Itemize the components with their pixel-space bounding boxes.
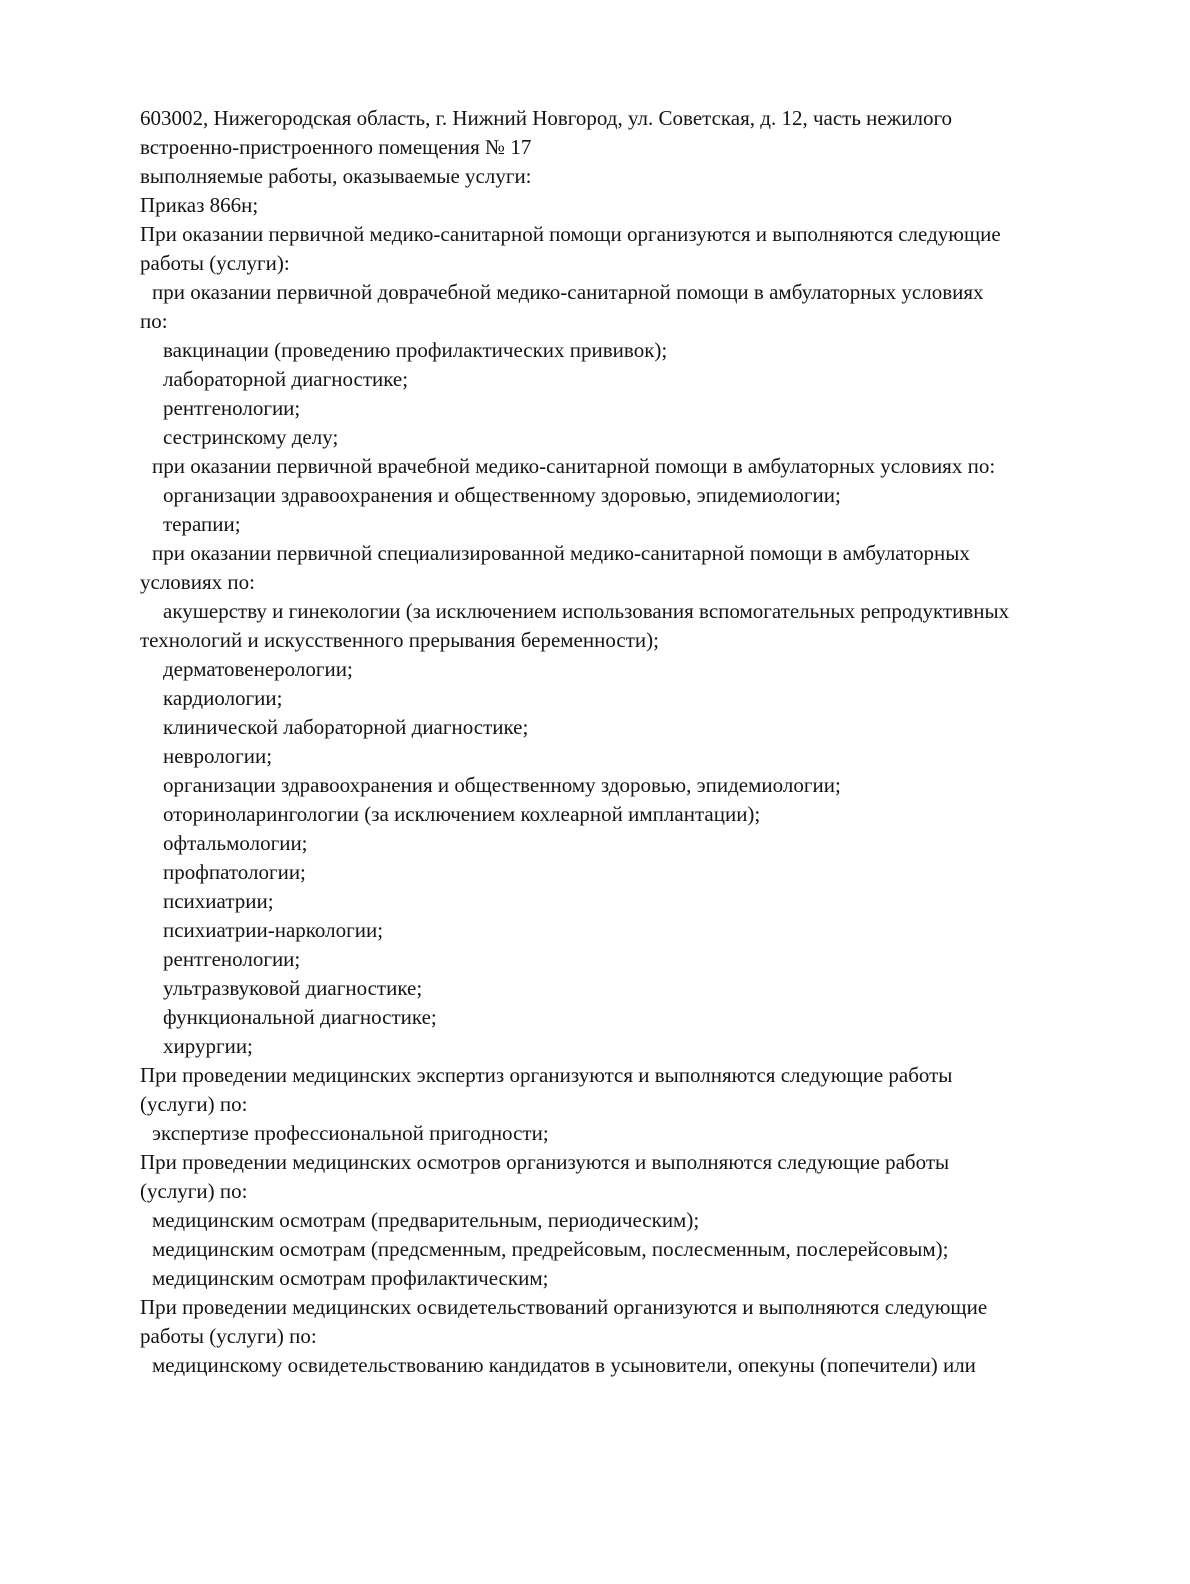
text-line: При оказании первичной медико-санитарной помощи организуются и выполняются следующие: [140, 222, 1001, 246]
text-line: 603002, Нижегородская область, г. Нижний Новгород, ул. Советская, д. 12, часть нежилого: [140, 106, 953, 130]
text-line: хирургии;: [163, 1034, 253, 1058]
text-line: организации здравоохранения и общественному здоровью, эпидемиологии;: [163, 483, 841, 507]
text-line: при оказании первичной специализированной медико-санитарной помощи в амбулаторных: [152, 541, 970, 565]
text-line: рентгенологии;: [163, 947, 301, 971]
text-line: технологий и искусственного прерывания беременности);: [140, 628, 659, 652]
text-line: организации здравоохранения и общественному здоровью, эпидемиологии;: [163, 773, 841, 797]
text-line: психиатрии;: [163, 889, 274, 913]
text-line: акушерству и гинекологии (за исключением использования вспомогательных репродуктивных: [163, 599, 1010, 623]
text-line: работы (услуги) по:: [140, 1324, 317, 1348]
text-line: оториноларингологии (за исключением кохлеарной имплантации);: [163, 802, 761, 826]
text-line: лабораторной диагностике;: [163, 367, 409, 391]
text-line: выполняемые работы, оказываемые услуги:: [140, 164, 532, 188]
text-line: по:: [140, 309, 168, 333]
text-line: медицинским осмотрам профилактическим;: [152, 1266, 549, 1290]
text-line: медицинским осмотрам (предсменным, предрейсовым, послесменным, послерейсовым);: [152, 1237, 949, 1261]
text-line: При проведении медицинских освидетельствований организуются и выполняются следующие: [140, 1295, 988, 1319]
text-line: (услуги) по:: [140, 1092, 248, 1116]
text-line: При проведении медицинских экспертиз организуются и выполняются следующие работы: [140, 1063, 953, 1087]
text-line: при оказании первичной доврачебной медико-санитарной помощи в амбулаторных условиях: [152, 280, 984, 304]
text-line: работы (услуги):: [140, 251, 290, 275]
text-line: клинической лабораторной диагностике;: [163, 715, 529, 739]
text-line: условиях по:: [140, 570, 255, 594]
text-line: сестринскому делу;: [163, 425, 339, 449]
text-line: профпатологии;: [163, 860, 306, 884]
text-line: (услуги) по:: [140, 1179, 248, 1203]
text-line: медицинскому освидетельствованию кандидатов в усыновители, опекуны (попечители) или: [152, 1353, 976, 1377]
text-line: функциональной диагностике;: [163, 1005, 437, 1029]
text-line: рентгенологии;: [163, 396, 301, 420]
text-line: кардиологии;: [163, 686, 283, 710]
text-line: ультразвуковой диагностике;: [163, 976, 423, 1000]
text-line: вакцинации (проведению профилактических прививок);: [163, 338, 668, 362]
text-line: психиатрии-наркологии;: [163, 918, 384, 942]
text-line: Приказ 866н;: [140, 193, 259, 217]
text-line: при оказании первичной врачебной медико-санитарной помощи в амбулаторных условиях по:: [152, 454, 996, 478]
text-line: При проведении медицинских осмотров организуются и выполняются следующие работы: [140, 1150, 950, 1174]
text-line: экспертизе профессиональной пригодности;: [152, 1121, 549, 1145]
text-line: терапии;: [163, 512, 241, 536]
text-line: встроенно-пристроенного помещения № 17: [140, 135, 532, 159]
text-line: медицинским осмотрам (предварительным, периодическим);: [152, 1208, 700, 1232]
license-works-text-block: [140, 104, 1130, 1380]
text-line: дерматовенерологии;: [163, 657, 353, 681]
text-line: неврологии;: [163, 744, 273, 768]
text-line: офтальмологии;: [163, 831, 308, 855]
